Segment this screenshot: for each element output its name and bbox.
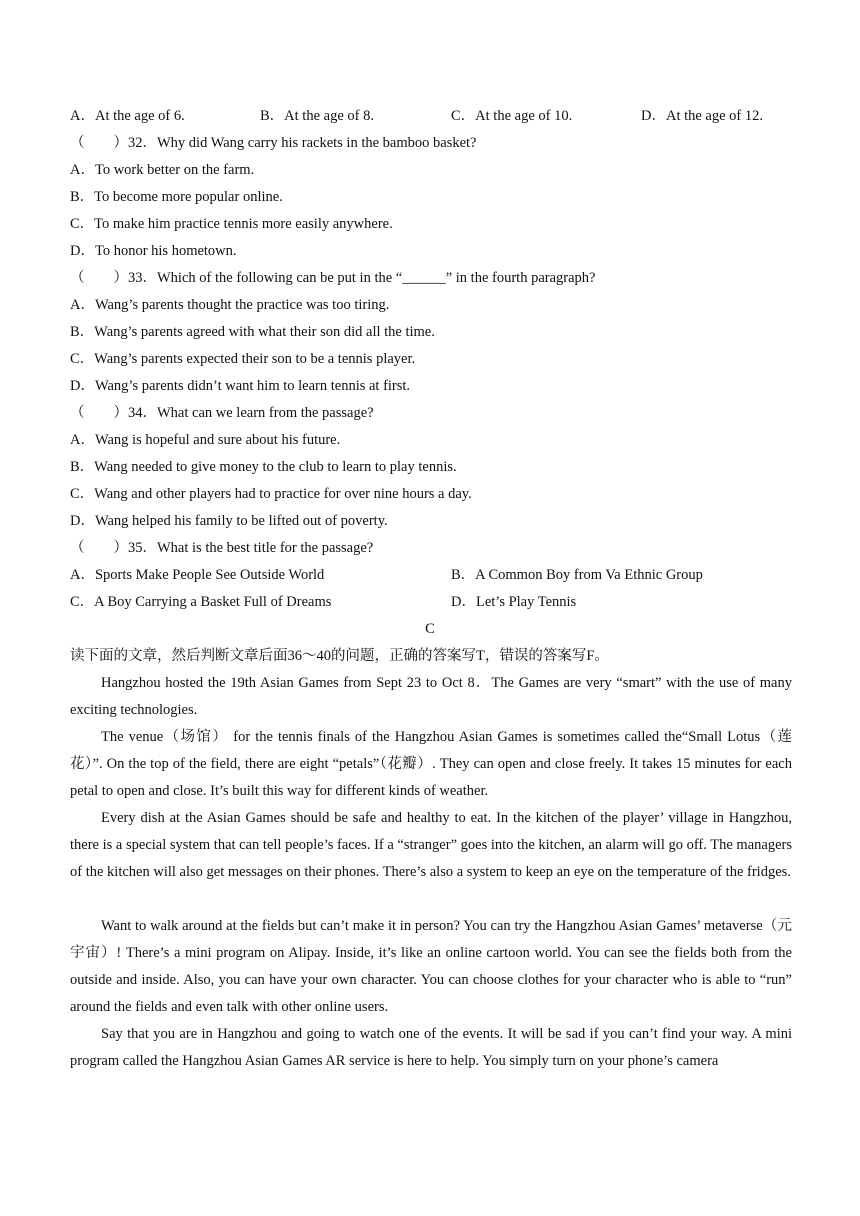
q33-option-b: B．Wang’s parents agreed with what their son did all the time.: [70, 324, 435, 340]
q31-option-a: A．At the age of 6.: [70, 108, 185, 124]
passage-paragraph-2: The venue（场馆） for the tennis finals of the Hangzhou Asian Games is sometimes called the“Small Lotus（莲花）”. On the top of the field, there are eight “petals”（花瓣）. They can open and close freely. It takes 15 minutes for each petal to open and close. It’s built this way for different kinds of weather.: [70, 729, 792, 799]
q34-option-d: D．Wang helped his family to be lifted out of poverty.: [70, 513, 388, 529]
q32-option-c: C．To make him practice tennis more easily anywhere.: [70, 216, 393, 232]
q31-option-b: B．At the age of 8.: [260, 108, 374, 124]
q35-option-a: A．Sports Make People See Outside World: [70, 567, 325, 583]
q31-option-d: D．At the age of 12.: [641, 108, 764, 124]
q33-option-d: D．Wang’s parents didn’t want him to learn tennis at first.: [70, 378, 411, 394]
q33-question: （ ）33．Which of the following can be put in the “______” in the fourth paragraph?: [70, 270, 596, 286]
q32-option-d: D．To honor his hometown.: [70, 243, 237, 259]
section-instruction: 读下面的文章，然后判断文章后面36～40的问题，正确的答案写T，错误的答案写F。: [70, 648, 609, 664]
passage-paragraph-4: Want to walk around at the fields but can’t make it in person? You can try the Hangzhou Asian Games’ metaverse（元宇宙）! There’s a mini program on Alipay. Inside, it’s like an online cartoon world. You can see the fields both from the outside and inside. Also, you can have your own character. You can choose clothes for your character who is able to “run” around the fields and even talk with other online users.: [70, 918, 792, 1015]
passage-paragraph-5: Say that you are in Hangzhou and going to watch one of the events. It will be sad if you can’t find your way. A mini program called the Hangzhou Asian Games AR service is here to help. You simply turn on your phone’s camera: [70, 1026, 792, 1069]
passage-paragraph-3: Every dish at the Asian Games should be safe and healthy to eat. In the kitchen of the player’ village in Hangzhou, there is a special system that can tell people’s faces. If a “stranger” goes into the kitchen, an alarm will go off. The managers of the kitchen will also get messages on their phones. There’s also a system to keep an eye on the temperature of the fridges.: [70, 810, 792, 880]
q34-question: （ ）34．What can we learn from the passage?: [70, 405, 374, 421]
q35-option-d: D．Let’s Play Tennis: [451, 594, 577, 610]
q31-option-c: C．At the age of 10.: [451, 108, 573, 124]
section-heading: C: [425, 621, 435, 637]
q34-option-c: C．Wang and other players had to practice for over nine hours a day.: [70, 486, 472, 502]
q35-question: （ ）35．What is the best title for the passage?: [70, 540, 374, 556]
passage-paragraph-1: Hangzhou hosted the 19th Asian Games from Sept 23 to Oct 8．The Games are very “smart” with the use of many exciting technologies.: [70, 675, 792, 718]
q35-option-b: B．A Common Boy from Va Ethnic Group: [451, 567, 703, 583]
q34-option-b: B．Wang needed to give money to the club to learn to play tennis.: [70, 459, 457, 475]
q35-option-c: C．A Boy Carrying a Basket Full of Dreams: [70, 594, 332, 610]
q34-option-a: A．Wang is hopeful and sure about his future.: [70, 432, 341, 448]
q33-option-c: C．Wang’s parents expected their son to be a tennis player.: [70, 351, 416, 367]
q32-option-b: B．To become more popular online.: [70, 189, 283, 205]
q32-option-a: A．To work better on the farm.: [70, 162, 255, 178]
q32-question: （ ）32．Why did Wang carry his rackets in the bamboo basket?: [70, 135, 477, 151]
q33-option-a: A．Wang’s parents thought the practice was too tiring.: [70, 297, 390, 313]
